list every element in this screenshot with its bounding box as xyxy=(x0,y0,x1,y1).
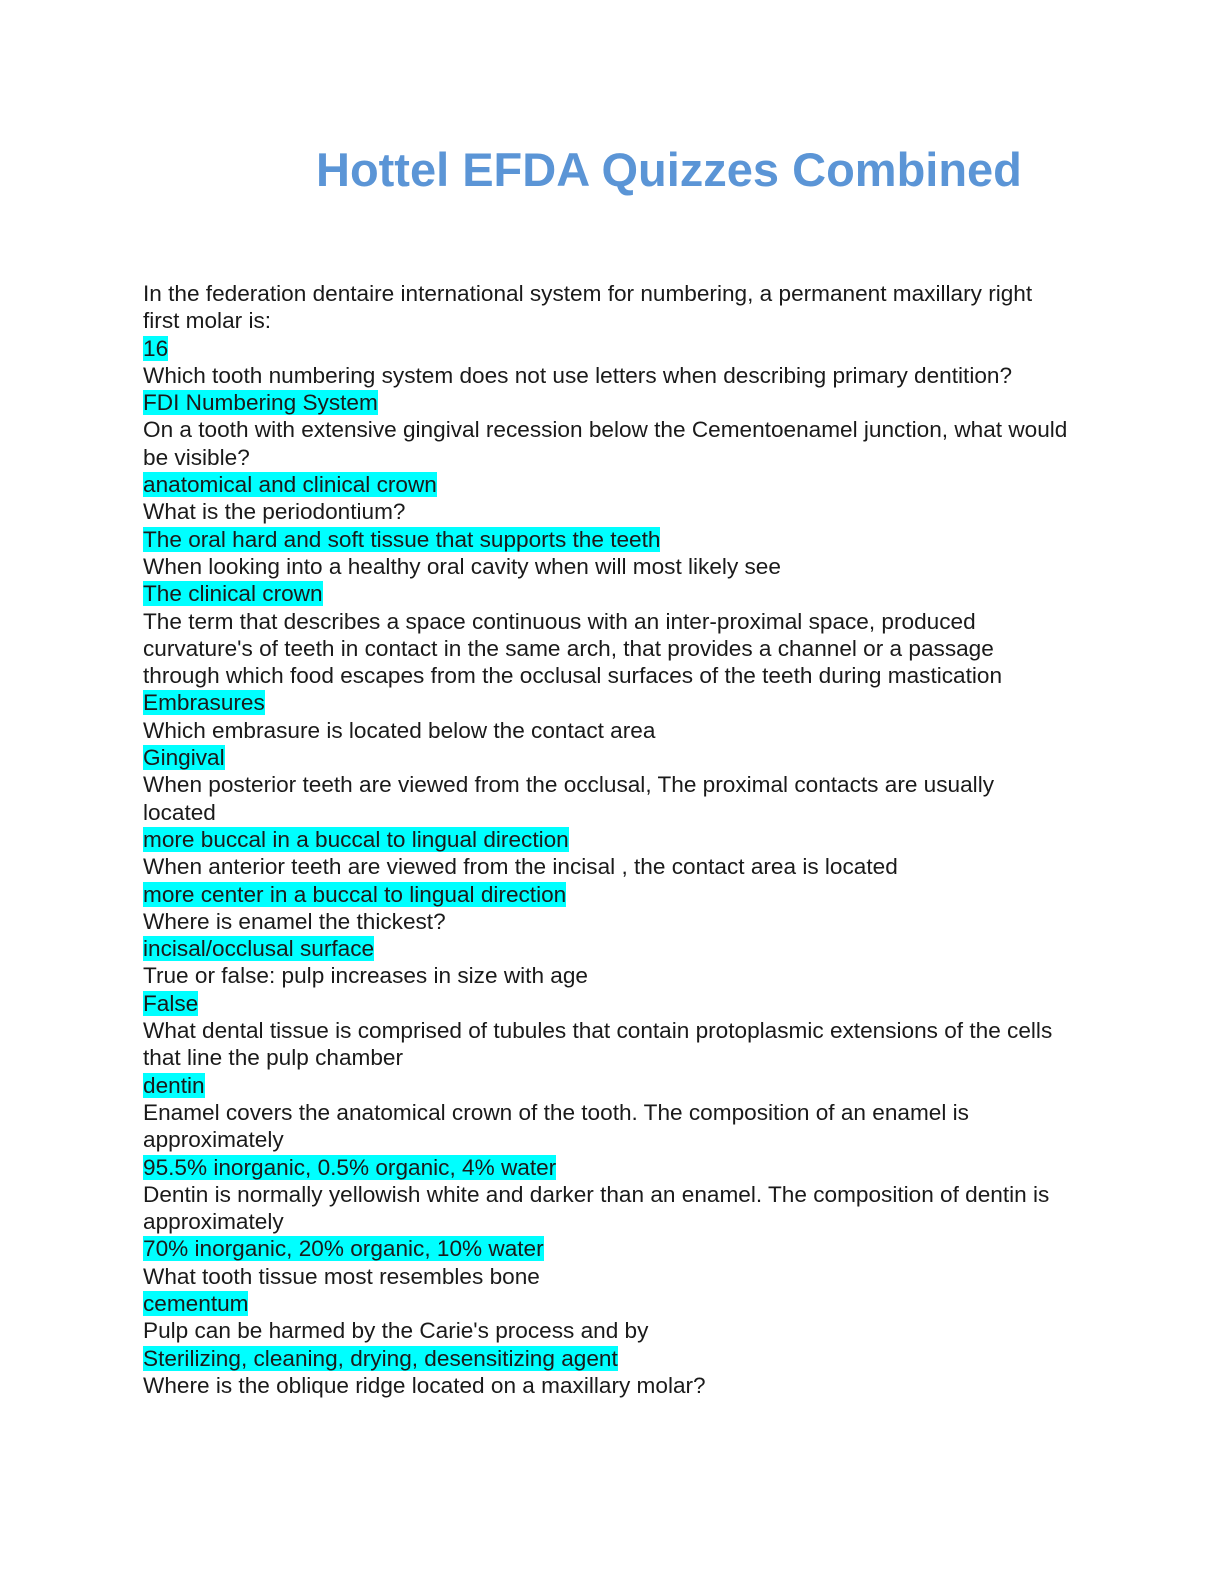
answer-highlight: False xyxy=(143,990,199,1016)
question-13: Enamel covers the anatomical crown of the tooth. The composition of an enamel is approximately xyxy=(143,1099,969,1153)
answer-12 xyxy=(143,1072,1073,1099)
question-14: Dentin is normally yellowish white and darker than an enamel. The composition of dentin is approximately xyxy=(143,1181,1050,1235)
answer-6 xyxy=(143,689,1073,716)
question-12: What dental tissue is comprised of tubules that contain protoplasmic extensions of the cells that line the pulp chamber xyxy=(143,1018,1053,1071)
answer-1 xyxy=(143,335,1073,362)
question-9: When anterior teeth are viewed from the incisal , the contact area is located xyxy=(143,854,898,880)
answer-highlight: cementum xyxy=(143,1290,249,1316)
question-6: The term that describes a space continuous with an inter-proximal space, produced curvature's of teeth in contact in the same arch, that provides a channel or a passage through which food escapes from the occlusal surfaces of the teeth during mastication xyxy=(143,608,1003,689)
quiz-list xyxy=(143,280,1073,1399)
question-3: On a tooth with extensive gingival recession below the Cementoenamel junction, what would be visible? xyxy=(143,417,1068,470)
question-7: Which embrasure is located below the contact area xyxy=(143,717,656,743)
question-1: In the federation dentaire international system for numbering, a permanent maxillary right first molar is: xyxy=(143,281,1033,334)
answer-5 xyxy=(143,580,1073,607)
answer-highlight: FDI Numbering System xyxy=(143,390,378,416)
answer-3 xyxy=(143,471,1073,498)
answer-11 xyxy=(143,990,1073,1017)
answer-highlight: dentin xyxy=(143,1072,205,1098)
answer-15 xyxy=(143,1290,1073,1317)
answer-16 xyxy=(143,1345,1073,1372)
question-2: Which tooth numbering system does not use letters when describing primary dentition? xyxy=(143,362,1013,388)
question-17: Where is the oblique ridge located on a maxillary molar? xyxy=(143,1372,706,1398)
document-title: Hottel EFDA Quizzes Combined xyxy=(316,143,1022,196)
answer-highlight: The clinical crown xyxy=(143,581,323,607)
answer-highlight: incisal/occlusal surface xyxy=(143,936,375,962)
question-15: What tooth tissue most resembles bone xyxy=(143,1263,540,1289)
answer-highlight: anatomical and clinical crown xyxy=(143,472,437,498)
question-16: Pulp can be harmed by the Carie's process and by xyxy=(143,1318,649,1344)
answer-highlight: Sterilizing, cleaning, drying, desensitizing agent xyxy=(143,1345,618,1371)
answer-highlight: Gingival xyxy=(143,745,225,771)
answer-highlight: The oral hard and soft tissue that supports the teeth xyxy=(143,526,661,552)
answer-10 xyxy=(143,935,1073,962)
answer-highlight: Embrasures xyxy=(143,690,265,716)
answer-4 xyxy=(143,526,1073,553)
answer-highlight: 16 xyxy=(143,335,169,361)
question-8: When posterior teeth are viewed from the occlusal, The proximal contacts are usually located xyxy=(143,772,995,825)
answer-highlight: more center in a buccal to lingual direction xyxy=(143,881,567,907)
answer-7 xyxy=(143,744,1073,771)
question-11: True or false: pulp increases in size with age xyxy=(143,963,588,989)
answer-highlight: 95.5% inorganic, 0.5% organic, 4% water xyxy=(143,1154,557,1180)
answer-highlight: more buccal in a buccal to lingual direction xyxy=(143,826,569,852)
question-5: When looking into a healthy oral cavity when will most likely see xyxy=(143,553,781,579)
answer-9 xyxy=(143,881,1073,908)
answer-highlight: 70% inorganic, 20% organic, 10% water xyxy=(143,1236,544,1262)
question-10: Where is enamel the thickest? xyxy=(143,908,446,934)
answer-2 xyxy=(143,389,1073,416)
answer-8 xyxy=(143,826,1073,853)
answer-14 xyxy=(143,1235,1073,1262)
answer-13 xyxy=(143,1154,1073,1181)
question-4: What is the periodontium? xyxy=(143,499,406,525)
